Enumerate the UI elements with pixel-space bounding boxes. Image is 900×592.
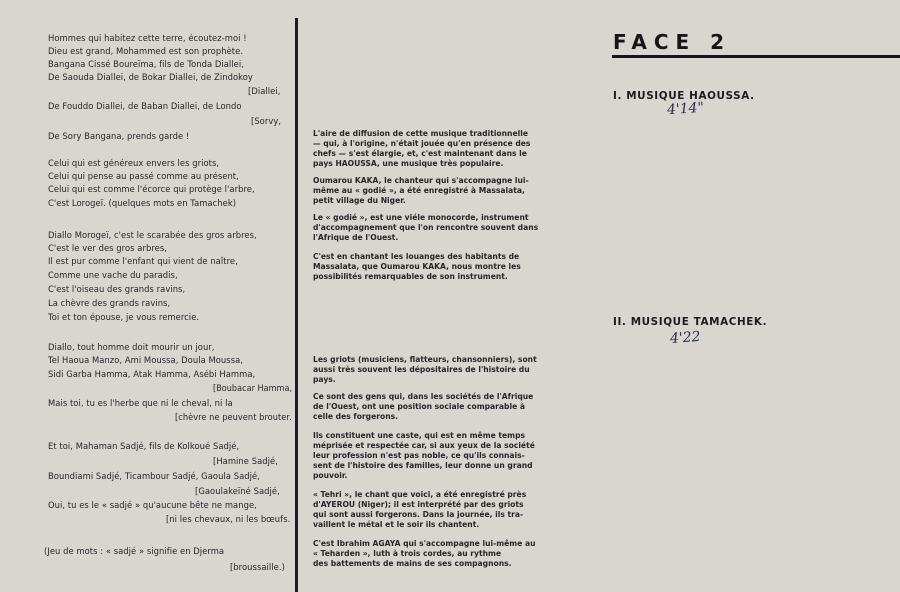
paragraph-line: Le « godié », est une viéle monocorde, instrument: [313, 213, 529, 222]
paragraph-line: L'aire de diffusion de cette musique traditionnelle: [313, 129, 528, 138]
paragraph-line: petit village du Niger.: [313, 196, 406, 205]
paragraph-line: — qui, à l'origine, n'était jouée qu'en présence des: [313, 139, 531, 148]
paragraph-line: pays.: [313, 375, 336, 384]
paragraph-line: chefs — s'est élargie, et, c'est maintenant dans le: [313, 149, 527, 158]
paragraph-line: vaillent le métal et le soir ils chantent.: [313, 520, 480, 529]
poem-line: Tel Haoua Manzo, Ami Moussa, Doula Moussa,: [48, 355, 243, 365]
paragraph-line: sent de l'histoire des familles, leur donne un grand: [313, 461, 533, 470]
paragraph-line: d'accompagnement que l'on rencontre souvent dans: [313, 223, 539, 232]
paragraph-line: pouvoir.: [313, 471, 348, 480]
poem-line: Boundiami Sadjé, Ticambour Sadjé, Gaoula Sadjé,: [48, 471, 260, 481]
poem-line: Diallo, tout homme doit mourir un jour,: [48, 342, 215, 352]
paragraph-line: celle des forgerons.: [313, 412, 399, 421]
poem-line: [chèvre ne peuvent brouter.: [175, 412, 292, 422]
poem-line: C'est le ver des gros arbres,: [48, 243, 167, 253]
poem-line: De Sory Bangana, prends garde !: [48, 131, 190, 141]
handwritten-duration-2: 4'22: [669, 328, 702, 348]
poem-line: [Diallei,: [248, 86, 281, 96]
section-heading-tamachek: II. MUSIQUE TAMACHEK.: [613, 316, 768, 328]
poem-line: De Fouddo Diallei, de Baban Diallei, de Londo: [48, 101, 242, 111]
poem-line: Oui, tu es le « sadjé » qu'aucune bête ne mange,: [48, 500, 257, 510]
poem-line: [Boubacar Hamma,: [213, 383, 293, 393]
poem-line: C'est l'oiseau des grands ravins,: [48, 284, 186, 294]
paragraph-line: Massalata, que Oumarou KAKA, nous montre les: [313, 262, 521, 271]
paragraph-line: C'est Ibrahim AGAYA qui s'accompagne lui-même au: [313, 539, 536, 548]
poem-column: [0, 0, 295, 592]
poem-line: [ni les chevaux, ni les bœufs.: [166, 514, 291, 524]
paragraph-line: même au « godié », a été enregistré à Massalata,: [313, 186, 525, 195]
handwritten-duration-1: 4'14": [666, 99, 705, 119]
paragraph-line: aussi très souvent les dépositaires de l'histoire du: [313, 365, 530, 374]
paragraph-line: qui sont aussi forgerons. Dans la journée, ils tra-: [313, 510, 524, 519]
paragraph-line: Ils constituent une caste, qui est en même temps: [313, 431, 526, 440]
paragraph-line: des battements de mains de ses compagnons.: [313, 559, 512, 568]
poem-line: [Sorvy,: [251, 116, 282, 126]
poem-line: Dieu est grand, Mohammed est son prophète.: [48, 46, 244, 56]
poem-line: Mais toi, tu es l'herbe que ni le cheval, ni la: [48, 398, 233, 408]
poem-line: Il est pur comme l'enfant qui vient de naître,: [48, 256, 238, 266]
poem-line: Celui qui est généreux envers les griots,: [48, 158, 220, 168]
face-title: FACE 2: [613, 30, 732, 54]
paragraph-line: l'Afrique de l'Ouest.: [313, 233, 399, 242]
poem-line: Comme une vache du paradis,: [48, 270, 178, 280]
poem-line: Celui qui est comme l'écorce qui protège l'arbre,: [48, 184, 255, 194]
paragraph-line: Oumarou KAKA, le chanteur qui s'accompagne lui-: [313, 176, 529, 185]
paragraph-line: Les griots (musiciens, flatteurs, chansonniers), sont: [313, 355, 537, 364]
paragraph-line: de l'Ouest, ont une position sociale comparable à: [313, 402, 526, 411]
poem-line: C'est Lorogeï. (quelques mots en Tamachek): [48, 198, 237, 208]
poem-line: Sidi Garba Hamma, Atak Hamma, Asébi Hamma,: [48, 369, 256, 379]
paragraph-line: pays HAOUSSA, une musique très populaire.: [313, 159, 504, 168]
paragraph-line: C'est en chantant les louanges des habitants de: [313, 252, 520, 261]
poem-line: [broussaille.): [230, 562, 285, 572]
poem-line: Bangana Cissé Boureïma, fils de Tonda Diallei,: [48, 59, 244, 69]
poem-line: Celui qui pense au passé comme au présent,: [48, 171, 239, 181]
poem-line: De Saouda Diallei, de Bokar Diallei, de Zindokoy: [48, 72, 253, 82]
paragraph-line: possibilités remarquables de son instrument.: [313, 272, 508, 281]
paragraph-line: Ce sont des gens qui, dans les sociétés de l'Afrique: [313, 392, 534, 401]
poem-line: Diallo Morogeï, c'est le scarabée des gros arbres,: [48, 230, 257, 240]
poem-line: Et toi, Mahaman Sadjé, fils de Kolkoué Sadjé,: [48, 441, 240, 451]
poem-line: La chèvre des grands ravins,: [48, 298, 171, 308]
poem-line: Toi et ton épouse, je vous remercie.: [48, 312, 200, 322]
paragraph-line: d'AYEROU (Niger); il est interprété par des griots: [313, 500, 524, 509]
column-divider: [295, 18, 298, 592]
notes-column: [300, 0, 768, 592]
paragraph-line: « Tehri », le chant que voici, a été enregistré près: [313, 490, 527, 499]
poem-line: (Jeu de mots : « sadjé » signifie en Djerma: [44, 546, 225, 556]
poem-line: [Hamine Sadjé,: [213, 456, 278, 466]
poem-line: Hommes qui habitez cette terre, écoutez-moi !: [48, 33, 247, 43]
face-title-rule: [612, 55, 900, 58]
paragraph-line: « Teharden », luth à trois cordes, au rythme: [313, 549, 502, 558]
section-heading-haoussa: I. MUSIQUE HAOUSSA.: [613, 90, 755, 102]
paragraph-line: leur profession n'est pas noble, ce qu'ils connais-: [313, 451, 525, 460]
poem-line: [Gaoulakeïné Sadjé,: [195, 486, 280, 496]
paragraph-line: méprisée et respectée car, si aux yeux de la société: [313, 441, 535, 450]
